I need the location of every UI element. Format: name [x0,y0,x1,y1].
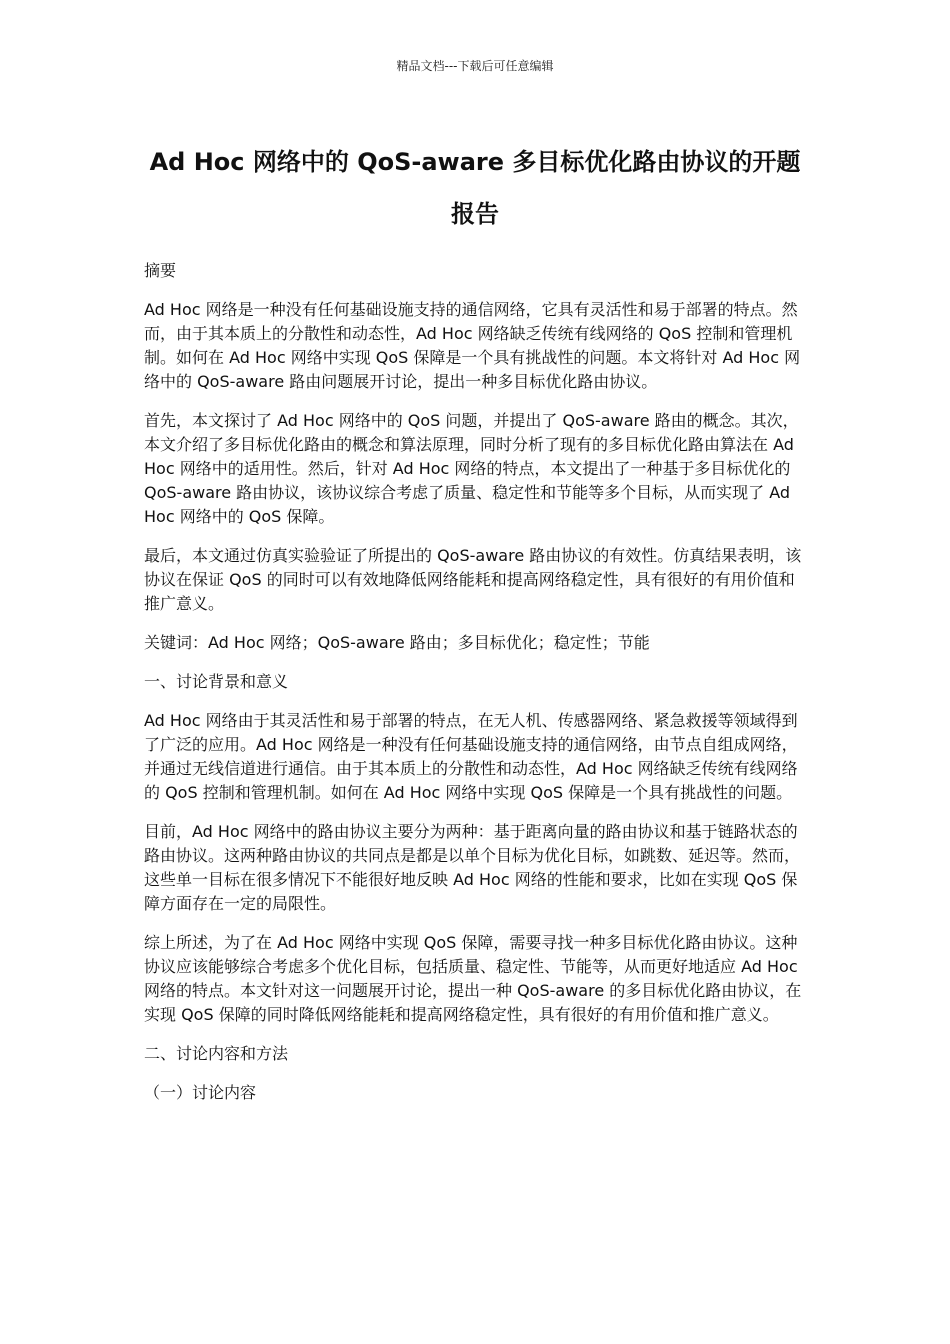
section-1-heading: 一、讨论背景和意义 [144,672,289,691]
keywords-line: 关键词：Ad Hoc 网络；QoS-aware 路由；多目标优化；稳定性；节能 [144,633,650,652]
abstract-heading: 摘要 [144,261,177,280]
header-note: 精品文档---下载后可任意编辑 [396,59,554,73]
background-paragraph-2: 目前，Ad Hoc 网络中的路由协议主要分为两种：基于距离向量的路由协议和基于链路状态的路由协议。这两种路由协议的共同点是都是以单个目标为优化目标，如跳数、延迟等。然而，这些单一目标在很多情况下不能很好地反映 Ad Hoc 网络的性能和要求，比如在实现 QoS 保障方面存在一定的局限性。 [144,822,801,913]
document-body [144,259,809,1120]
subsection-1-heading: （一）讨论内容 [144,1083,257,1102]
section-2-heading: 二、讨论内容和方法 [144,1044,289,1063]
abstract-paragraph-1: Ad Hoc 网络是一种没有任何基础设施支持的通信网络，它具有灵活性和易于部署的特点。然而，由于其本质上的分散性和动态性，Ad Hoc 网络缺乏传统有线网络的 QoS 控制和管理机制。如何在 Ad Hoc 网络中实现 QoS 保障是一个具有挑战性的问题。本文将针对 Ad Hoc 网络中的 QoS-aware 路由问题展开讨论，提出一种多目标优化路由协议。 [144,300,801,391]
background-paragraph-1: Ad Hoc 网络由于其灵活性和易于部署的特点，在无人机、传感器网络、紧急救援等领域得到了广泛的应用。Ad Hoc 网络是一种没有任何基础设施支持的通信网络，由节点自组成网络，并通过无线信道进行通信。由于其本质上的分散性和动态性，Ad Hoc 网络缺乏传统有线网络的 QoS 控制和管理机制。如何在 Ad Hoc 网络中实现 QoS 保障是一个具有挑战性的问题。 [144,711,798,802]
abstract-paragraph-3: 最后，本文通过仿真实验验证了所提出的 QoS-aware 路由协议的有效性。仿真结果表明，该协议在保证 QoS 的同时可以有效地降低网络能耗和提高网络稳定性，具有很好的有用价值和推广意义。 [144,546,802,613]
background-paragraph-3: 综上所述，为了在 Ad Hoc 网络中实现 QoS 保障，需要寻找一种多目标优化路由协议。这种协议应该能够综合考虑多个优化目标，包括质量、稳定性、节能等，从而更好地适应 Ad Hoc 网络的特点。本文针对这一问题展开讨论，提出一种 QoS-aware 的多目标优化路由协议，在实现 QoS 保障的同时降低网络能耗和提高网络稳定性，具有很好的有用价值和推广意义。 [144,933,802,1024]
document-title: Ad Hoc 网络中的 QoS-aware 多目标优化路由协议的开题报告 [149,148,801,228]
abstract-paragraph-2: 首先，本文探讨了 Ad Hoc 网络中的 QoS 问题，并提出了 QoS-aware 路由的概念。其次，本文介绍了多目标优化路由的概念和算法原理，同时分析了现有的多目标优化路由算法在 Ad Hoc 网络中的适用性。然后，针对 Ad Hoc 网络的特点，本文提出了一种基于多目标优化的 QoS-aware 路由协议，该协议综合考虑了质量、稳定性和节能等多个目标，从而实现了 Ad Hoc 网络中的 QoS 保障。 [144,411,799,526]
